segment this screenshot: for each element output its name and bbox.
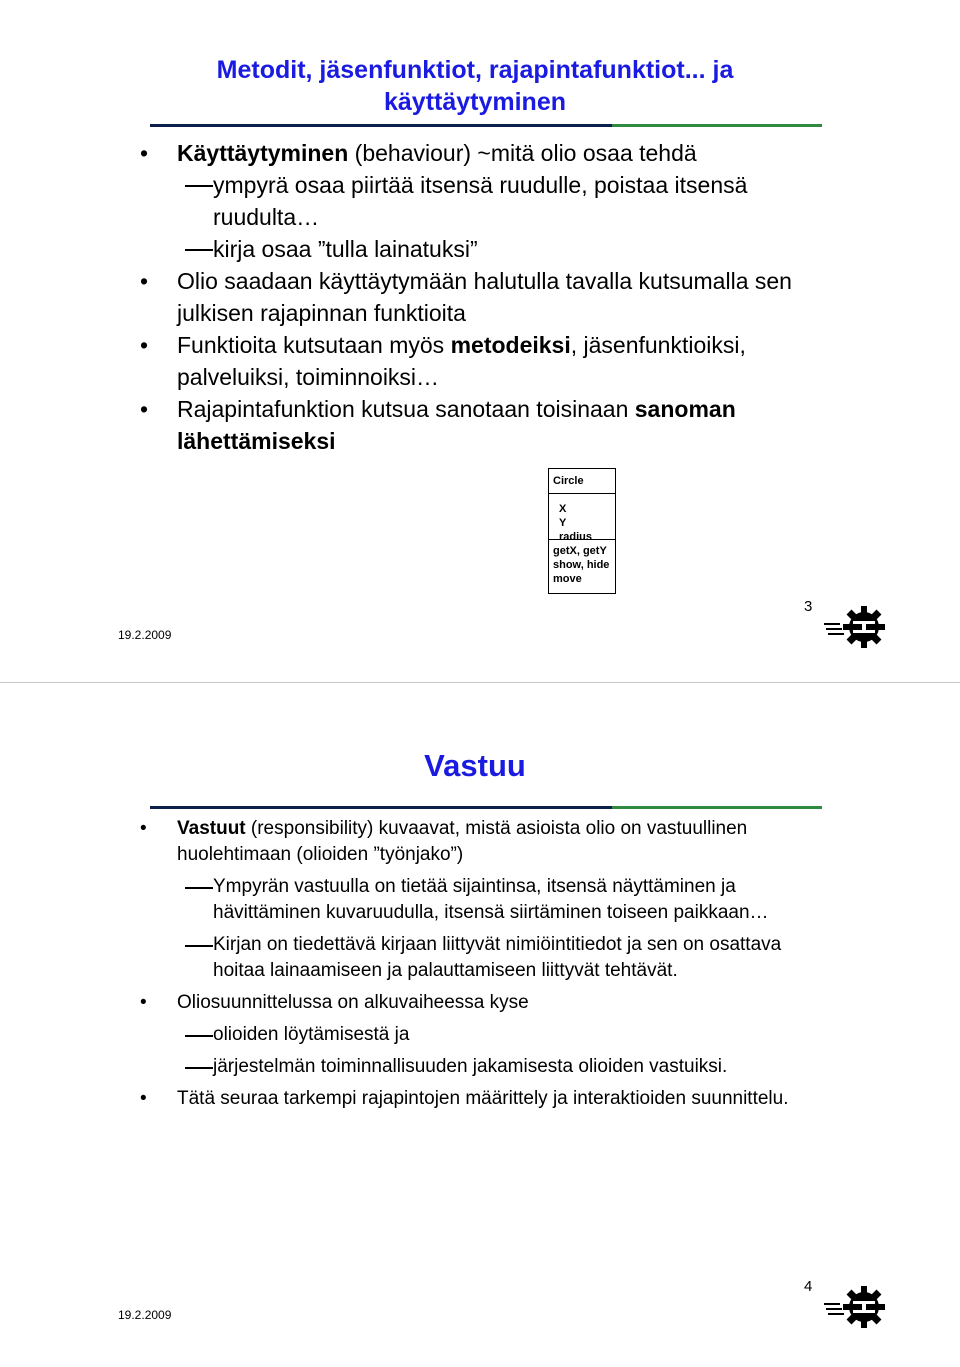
page-number: 3 xyxy=(804,598,813,615)
uml-attribute: radius xyxy=(559,531,593,543)
uml-class-name: Circle xyxy=(549,469,615,494)
page-divider xyxy=(0,682,960,683)
slide-title xyxy=(150,54,800,118)
university-gear-logo-icon xyxy=(822,604,888,650)
slide-3 xyxy=(0,0,960,683)
slide-4 xyxy=(0,684,960,1367)
sub-list-item: kirja osaa ”tulla lainatuksi” xyxy=(140,233,830,265)
slide-date: 19.2.2009 xyxy=(118,1308,172,1322)
uml-operation: move xyxy=(553,573,582,585)
list-item: • Vastuut (responsibility) kuvaavat, mistä asioista olio on vastuullinen huolehtimaan (olioiden ”työnjako”) xyxy=(140,816,830,868)
bullet-list xyxy=(140,137,830,457)
uml-operations xyxy=(549,540,615,586)
sub-list-item: Ympyrän vastuulla on tietää sijaintinsa, itsensä näyttäminen ja hävittäminen kuvaruudulla, itsensä siirtäminen toiseen paikkaan… xyxy=(140,874,830,926)
uml-class-diagram xyxy=(548,468,616,594)
uml-attribute: X xyxy=(559,503,567,515)
uml-operation: show, hide xyxy=(553,559,610,571)
sub-list-item: ympyrä osaa piirtää itsensä ruudulle, poistaa itsensä ruudulta… xyxy=(140,169,830,233)
page-number: 4 xyxy=(804,1278,813,1295)
sub-list-item: järjestelmän toiminnallisuuden jakamisesta olioiden vastuiksi. xyxy=(140,1054,830,1080)
list-item: • Rajapintafunktion kutsua sanotaan toisinaan sanoman lähettämiseksi xyxy=(140,393,830,457)
title-rule-green xyxy=(612,806,822,809)
title-rule-green xyxy=(612,124,822,127)
bullet-list xyxy=(140,816,830,1112)
uml-attribute: Y xyxy=(559,517,567,529)
slide-date: 19.2.2009 xyxy=(118,628,172,642)
title-line-1: Metodit, jäsenfunktiot, rajapintafunktiot... ja xyxy=(216,56,734,84)
list-item: • Käyttäytyminen (behaviour) ~mitä olio osaa tehdä xyxy=(140,137,830,169)
university-gear-logo-icon xyxy=(822,1284,888,1330)
list-item: • Funktioita kutsutaan myös metodeiksi, jäsenfunktioiksi, palveluiksi, toiminnoiksi… xyxy=(140,329,830,393)
title-rule-dark xyxy=(150,806,612,809)
title-rule-dark xyxy=(150,124,612,127)
list-item: • Oliosuunnittelussa on alkuvaiheessa kyse xyxy=(140,990,830,1016)
slide-title: Vastuu xyxy=(424,748,526,783)
title-line-2: käyttäytyminen xyxy=(383,88,567,116)
sub-list-item: olioiden löytämisestä ja xyxy=(140,1022,830,1048)
list-item: • Tätä seuraa tarkempi rajapintojen määrittely ja interaktioiden suunnittelu. xyxy=(140,1086,830,1112)
uml-attributes xyxy=(549,494,615,543)
list-item: • Olio saadaan käyttäytymään halutulla tavalla kutsumalla sen julkisen rajapinnan funktioita xyxy=(140,265,830,329)
uml-operation: getX, getY xyxy=(553,545,607,557)
sub-list-item: Kirjan on tiedettävä kirjaan liittyvät nimiöintitiedot ja sen on osattava hoitaa lainaamiseen ja palauttamiseen liittyvät tehtävät. xyxy=(140,932,830,984)
